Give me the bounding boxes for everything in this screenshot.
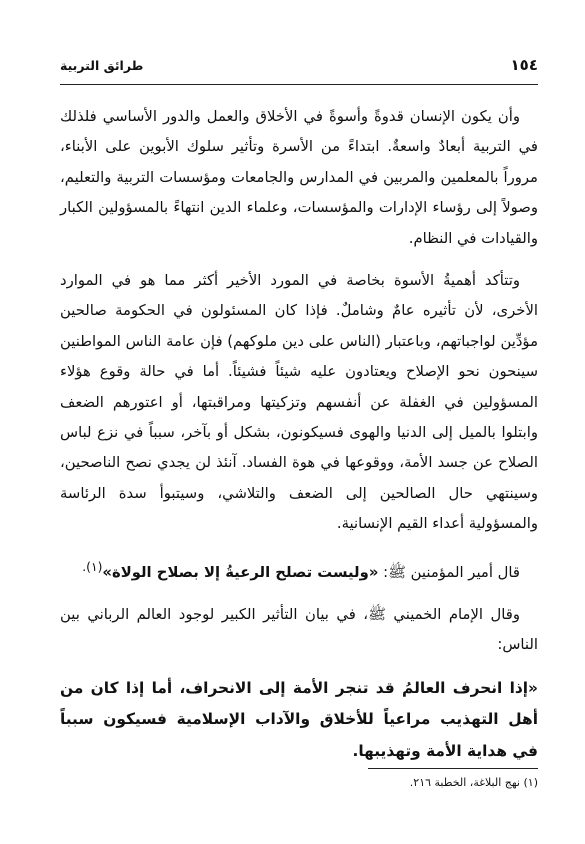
paragraph-1: وأن يكون الإنسان قدوةً وأسوةً في الأخلاق والعمل والدور الأساسي فلذلك في التربية أبعادٌ واسعةٌ. ابتداءً من الأسرة وتأثير سلوك الأبوين على الأبناء، مروراً بالمعلمين والمربين في المدارس والجامعات ومؤسسات التربية والتعليم، وصولاً إلى رؤساء الإدارات والمؤسسات، وعلماء الدين انتهاءً بالمسؤولين الكبار والقيادات في النظام. [60,108,538,247]
header-divider [60,84,538,85]
khomeini-intro: وقال الإمام الخميني ﷺ، في بيان التأثير الكبير لوجود العالم الرباني بين الناس: [60,606,538,654]
footnote-divider [368,768,538,769]
body-text [60,102,538,767]
paragraph-2: وتتأكد أهميةُ الأسوة بخاصة في المورد الأخير أكثر مما هو في الموارد الأخرى، لأن تأثيره عامٌ وشاملٌ. فإذا كان المسئولون في الحكومة صالحين مؤدِّين لواجباتهم، وباعتبار (الناس على دين ملوكهم) فإن عامة الناس المواطنين سينحون نحو الإصلاح ويعتادون عليه شيئاً فشيئاً. أما في حالة وقوع هؤلاء المسؤولين في الغفلة عن أنفسهم وتزكيتها ومراقبتها، أو اعتورهم الضعف وابتلوا بالميل إلى الدنيا والهوى فسيكونون، بشكل أو بآخر، سبباً في نزع لباس الصلاح عن جسد الأمة، ووقوعها في هوة الفساد. آنئذ لن يجدي نصح الناصحين، وسينتهي حال الصالحين إلى الضعف والتلاشي، وسيتبوأ سدة الرئاسة والمسؤولية أعداء القيم الإنسانية. [60,272,538,533]
quote-text: «وليست تصلح الرعيةُ إلا بصلاح الولاة» [102,563,379,581]
quote-paragraph [60,552,538,588]
quote-intro: قال أمير المؤمنين ﷺ: [378,563,520,581]
footnote-marker: (١). [82,559,103,574]
footnote: (١) نهج البلاغة، الخطبة ٢١٦. [409,776,538,789]
page-header [60,56,538,82]
khomeini-quote: «إذا انحرف العالمُ قد تنجر الأمة إلى الانحراف، أما إذا كان من أهل التهذيب مراعياً للأخلاق والآداب الإسلامية فسيكون سبباً في هداية الأمة وتهذيبها. [60,678,538,760]
page-number: ١٥٤ [510,56,538,74]
running-title: طرائق التربية [60,58,144,73]
